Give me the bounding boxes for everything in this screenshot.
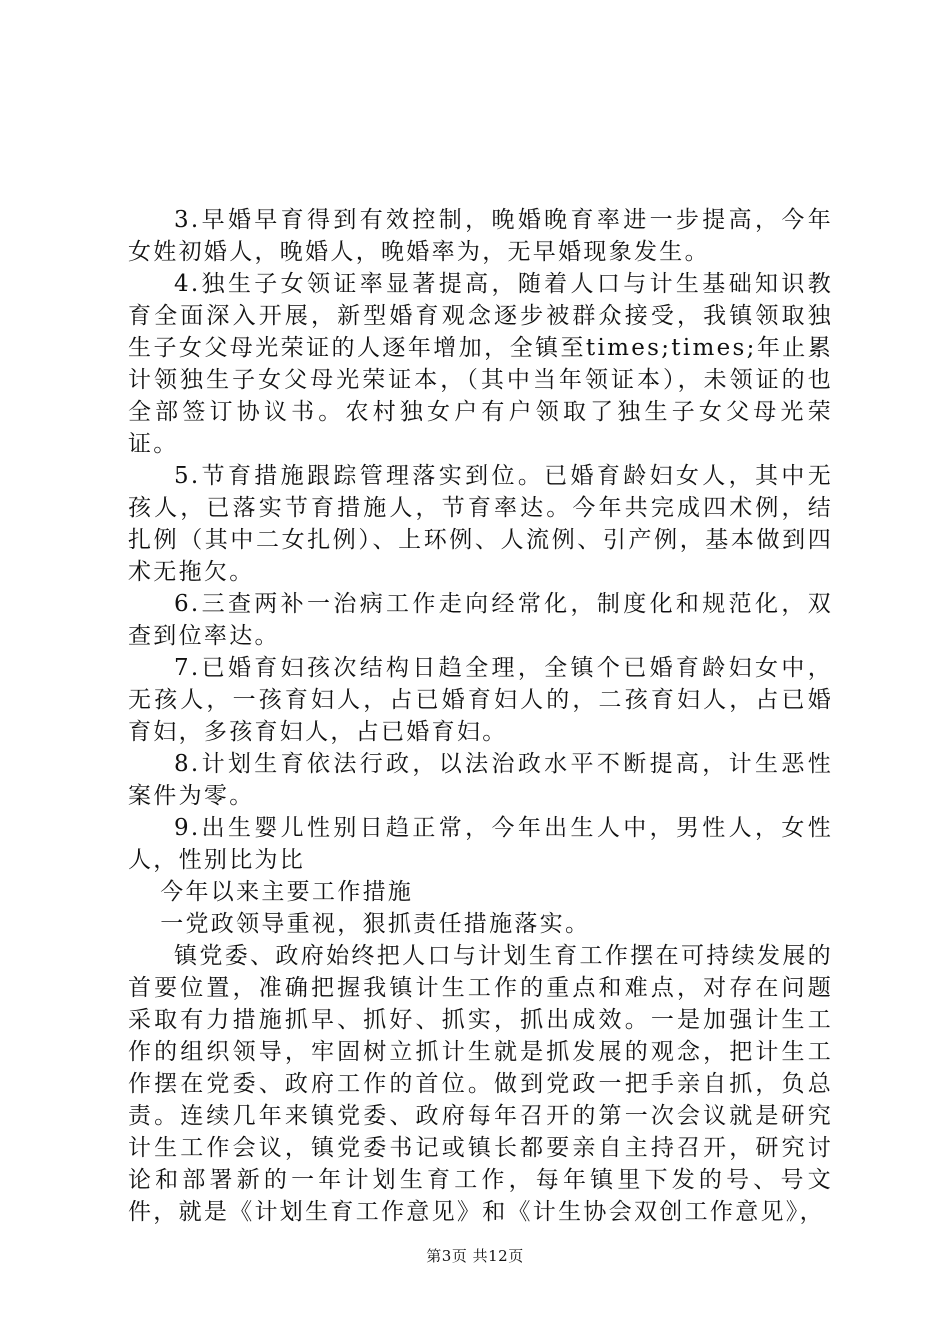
body-paragraph: 镇党委、政府始终把人口与计划生育工作摆在可持续发展的首要位置，准确把握我镇计生工作的重点和难点，对存在问题采取有力措施抓早、抓好、抓实，抓出成效。一是加强计生工作的组织领导，牢固树立抓计生就是抓发展的观念，把计生工作摆在党委、政府工作的首位。做到党政一把手亲自抓，负总责。连续几年来镇党委、政府每年召开的第一次会议就是研究计生工作会议，镇党委书记或镇长都要亲自主持召开，研究讨论和部署新的一年计划生育工作，每年镇里下发的号、号文件，就是《计划生育工作意见》和《计生协会双创工作意见》， bbox=[128, 943, 833, 1225]
paragraph-item-3: 3.早婚早育得到有效控制，晚婚晚育率进一步提高，今年女姓初婚人，晚婚人，晚婚率为，无早婚现象发生。 bbox=[128, 207, 833, 265]
paragraph-item-8: 8.计划生育依法行政，以法治政水平不断提高，计生恶性案件为零。 bbox=[128, 751, 833, 809]
paragraph-item-9: 9.出生婴儿性别日趋正常，今年出生人中，男性人，女性人，性别比为比 bbox=[128, 815, 833, 873]
paragraph-item-7: 7.已婚育妇孩次结构日趋全理，全镇个已婚育龄妇女中，无孩人，一孩育妇人，占已婚育妇人的，二孩育妇人，占已婚育妇，多孩育妇人，占已婚育妇。 bbox=[128, 655, 833, 745]
paragraph-item-6: 6.三查两补一治病工作走向经常化，制度化和规范化，双查到位率达。 bbox=[128, 591, 833, 649]
paragraph-item-4: 4.独生子女领证率显著提高，随着人口与计生基础知识教育全面深入开展，新型婚育观念逐步被群众接受，我镇领取独生子女父母光荣证的人逐年增加，全镇至times;times;年止累计领独生子女父母光荣证本，（其中当年领证本），未领证的也全部签订协议书。农村独女户有户领取了独生子女父母光荣证。 bbox=[128, 271, 833, 457]
document-body bbox=[128, 204, 833, 1228]
subsection-heading: 一党政领导重视，狠抓责任措施落实。 bbox=[160, 911, 591, 937]
page-number-footer: 第3页 共12页 bbox=[426, 1247, 524, 1265]
paragraph-item-5: 5.节育措施跟踪管理落实到位。已婚育龄妇女人，其中无孩人，已落实节育措施人，节育率达。今年共完成四术例，结扎例（其中二女扎例）、上环例、人流例、引产例，基本做到四术无拖欠。 bbox=[128, 463, 833, 585]
section-heading: 今年以来主要工作措施 bbox=[160, 879, 414, 905]
